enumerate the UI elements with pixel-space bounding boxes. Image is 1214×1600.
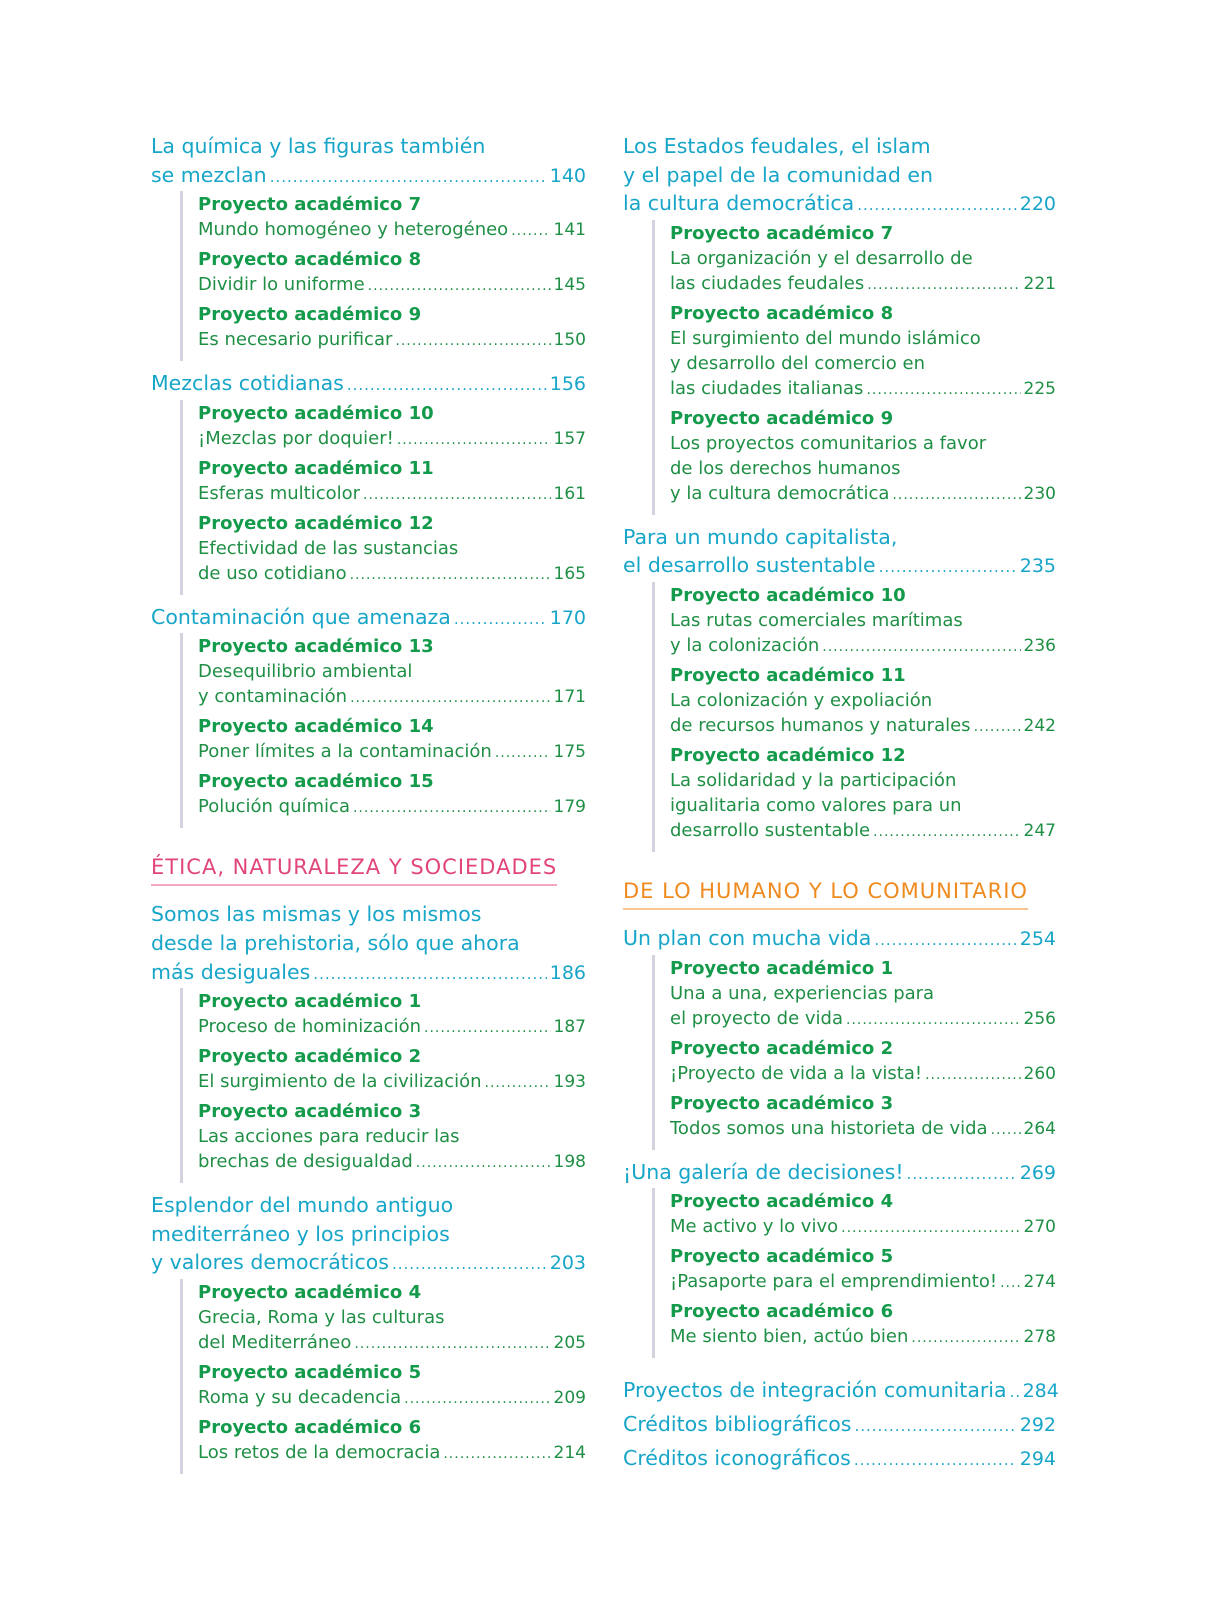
project-title: de los derechos humanos (670, 457, 901, 479)
project-label: Proyecto académico 9 (670, 407, 894, 429)
chapter-title: más desiguales (151, 959, 311, 984)
chapter-entry (151, 132, 586, 361)
project-title: Me activo y lo vivo (670, 1216, 839, 1238)
chapter-title: Esplendor del mundo antiguo (151, 1193, 454, 1218)
extra-page-number: 284 (1022, 1380, 1059, 1403)
project-title: de uso cotidiano (198, 562, 347, 584)
project-entry (670, 583, 1056, 660)
project-title: igualitaria como valores para un (670, 794, 962, 816)
project-entry (670, 221, 1056, 298)
chapter-title-row (623, 551, 1056, 582)
project-title-row (670, 633, 1056, 660)
project-entry (670, 663, 1056, 740)
project-title: las ciudades feudales (670, 272, 865, 294)
project-list (180, 1279, 586, 1474)
chapter-title: se mezclan (151, 162, 267, 187)
project-page-number: 256 (1023, 1008, 1056, 1029)
dot-leader (907, 1160, 1017, 1189)
dot-leader (991, 1118, 1021, 1143)
dot-leader (1000, 1271, 1020, 1296)
project-label: Proyecto académico 11 (670, 664, 906, 686)
dot-leader (841, 1216, 1020, 1241)
dot-leader (347, 371, 547, 400)
project-page-number: 179 (553, 797, 586, 818)
project-title: Me siento bien, actúo bien (670, 1326, 909, 1348)
project-title-row (670, 1006, 1056, 1033)
project-label: Proyecto académico 5 (198, 1361, 422, 1383)
project-entry (670, 743, 1056, 845)
project-label: Proyecto académico 4 (670, 1191, 894, 1213)
toc-left-column (151, 132, 586, 1482)
project-page-number: 198 (553, 1152, 586, 1173)
chapter-page-number: 203 (549, 1252, 586, 1275)
chapter-group (151, 900, 586, 1474)
project-title: Las acciones para reducir las (198, 1126, 460, 1148)
dot-leader (443, 1442, 550, 1467)
dot-leader (892, 483, 1020, 508)
project-page-number: 175 (553, 742, 586, 763)
extra-title: Proyectos de integración comunitaria (623, 1378, 1007, 1403)
project-label: Proyecto académico 7 (198, 194, 422, 216)
project-title-row (198, 1069, 586, 1096)
project-label: Proyecto académico 14 (198, 716, 434, 738)
project-title: El surgimiento de la civilización (198, 1071, 482, 1093)
project-title: ¡Mezclas por doquier! (198, 427, 394, 449)
extra-page-number: 294 (1019, 1448, 1056, 1471)
project-label: Proyecto académico 9 (198, 304, 422, 326)
project-label: Proyecto académico 12 (670, 744, 906, 766)
chapter-page-number: 235 (1019, 555, 1056, 578)
project-entry (670, 1091, 1056, 1143)
dot-leader (395, 329, 550, 354)
project-title: Mundo homogéneo y heterogéneo (198, 219, 509, 241)
project-page-number: 225 (1023, 378, 1056, 399)
dot-leader (416, 1151, 551, 1176)
extras-list (623, 1374, 1059, 1476)
project-page-number: 209 (553, 1387, 586, 1408)
project-title-row (670, 713, 1056, 740)
dot-leader (867, 273, 1020, 298)
dot-leader (511, 219, 550, 244)
project-label: Proyecto académico 3 (198, 1101, 422, 1123)
project-title-row (670, 818, 1056, 845)
dot-leader (313, 960, 546, 989)
project-label: Proyecto académico 11 (198, 457, 434, 479)
dot-leader (392, 1250, 547, 1279)
project-entry (198, 1099, 586, 1176)
extra-title: Créditos bibliográficos (623, 1412, 852, 1437)
project-page-number: 236 (1023, 635, 1056, 656)
chapter-title: Contaminación que amenaza (151, 604, 451, 629)
project-title-row (198, 561, 586, 588)
project-title-row (670, 1116, 1056, 1143)
chapter-title: y el papel de la comunidad en (623, 162, 933, 187)
project-page-number: 260 (1023, 1063, 1056, 1084)
dot-leader (485, 1071, 551, 1096)
project-title: Polución química (198, 796, 350, 818)
project-entry (198, 247, 586, 299)
chapter-entry (151, 900, 586, 1183)
dot-leader (873, 820, 1021, 845)
project-page-number: 165 (553, 563, 586, 584)
project-label: Proyecto académico 12 (198, 512, 434, 534)
dot-leader (854, 1444, 1017, 1476)
project-list (180, 400, 586, 595)
extra-entry (623, 1374, 1059, 1408)
extra-entry (623, 1408, 1056, 1442)
project-entry (670, 1299, 1056, 1351)
extra-title: Créditos iconográficos (623, 1446, 851, 1471)
chapter-title: ¡Una galería de decisiones! (623, 1159, 904, 1184)
dot-leader (363, 483, 551, 508)
project-entry (198, 1044, 586, 1096)
project-page-number: 193 (553, 1072, 586, 1093)
project-title: Poner límites a la contaminación (198, 741, 492, 763)
project-title: el proyecto de vida (670, 1007, 843, 1029)
chapter-title-row (623, 189, 1056, 220)
chapter-title: Para un mundo capitalista, (623, 524, 898, 549)
chapter-title: la cultura democrática (623, 191, 855, 216)
project-page-number: 278 (1023, 1327, 1056, 1348)
project-label: Proyecto académico 4 (198, 1281, 422, 1303)
project-title-row (198, 1149, 586, 1176)
dot-leader (404, 1387, 550, 1412)
project-entry (670, 1036, 1056, 1088)
project-title-row (670, 1269, 1056, 1296)
project-title: desarrollo sustentable (670, 819, 871, 841)
project-label: Proyecto académico 5 (670, 1246, 894, 1268)
chapter-entry (151, 1191, 586, 1474)
chapter-page-number: 254 (1019, 927, 1056, 950)
chapter-entry (623, 523, 1056, 852)
project-label: Proyecto académico 1 (198, 991, 422, 1013)
project-label: Proyecto académico 6 (670, 1301, 894, 1323)
dot-leader (854, 1410, 1016, 1442)
project-title-row (670, 376, 1056, 403)
project-title: Una a una, experiencias para (670, 982, 935, 1004)
project-label: Proyecto académico 10 (670, 584, 906, 606)
dot-leader (925, 1063, 1020, 1088)
chapter-title: Un plan con mucha vida (623, 925, 872, 950)
project-label: Proyecto académico 13 (198, 636, 434, 658)
chapter-group (151, 132, 586, 828)
project-page-number: 205 (553, 1332, 586, 1353)
project-title: Esferas multicolor (198, 482, 361, 504)
project-entry (670, 1244, 1056, 1296)
project-title-row (670, 481, 1056, 508)
project-title: y contaminación (198, 686, 348, 708)
project-title-row (670, 271, 1056, 298)
project-title: El surgimiento del mundo islámico (670, 327, 981, 349)
project-title-row (670, 1214, 1056, 1241)
chapter-title: La química y las figuras también (151, 134, 486, 158)
project-title: de recursos humanos y naturales (670, 714, 971, 736)
chapter-page-number: 220 (1019, 193, 1056, 216)
project-entry (198, 769, 586, 821)
project-title-row (198, 739, 586, 766)
project-title-row (198, 481, 586, 508)
dot-leader (866, 378, 1020, 403)
project-title-row (198, 1330, 586, 1357)
chapter-page-number: 140 (549, 164, 586, 187)
dot-leader (270, 163, 547, 192)
project-list (652, 1188, 1056, 1358)
dot-leader (368, 274, 551, 299)
chapter-page-number: 156 (549, 373, 586, 396)
project-page-number: 242 (1023, 715, 1056, 736)
chapter-title-row (151, 603, 586, 634)
section-heading-humano: DE LO HUMANO Y LO COMUNITARIO (623, 878, 1028, 910)
project-entry (198, 302, 586, 354)
chapter-entry (623, 1158, 1056, 1359)
dot-leader (350, 686, 550, 711)
project-title: las ciudades italianas (670, 377, 864, 399)
project-title: Grecia, Roma y las culturas (198, 1306, 445, 1328)
project-entry (198, 456, 586, 508)
project-list (180, 191, 586, 361)
dot-leader (874, 926, 1016, 955)
project-title-row (198, 1440, 586, 1467)
chapter-entry (151, 603, 586, 829)
project-title-row (198, 794, 586, 821)
project-title-row (670, 1061, 1056, 1088)
project-label: Proyecto académico 7 (670, 222, 894, 244)
project-title: Proceso de hominización (198, 1016, 422, 1038)
project-title: y la colonización (670, 634, 820, 656)
project-title: Los retos de la democracia (198, 1441, 441, 1463)
project-entry (198, 634, 586, 711)
project-entry (198, 192, 586, 244)
chapter-title-row (151, 1248, 586, 1279)
project-label: Proyecto académico 8 (198, 249, 422, 271)
project-title: del Mediterráneo (198, 1331, 352, 1353)
chapter-entry (623, 132, 1056, 515)
project-title: Las rutas comerciales marítimas (670, 609, 963, 631)
project-label: Proyecto académico 2 (670, 1037, 894, 1059)
project-entry (670, 956, 1056, 1033)
dot-leader (424, 1016, 551, 1041)
chapter-group (623, 924, 1056, 1358)
section-heading-etica: ÉTICA, NATURALEZA Y SOCIEDADES (151, 854, 557, 886)
project-title: brechas de desigualdad (198, 1151, 413, 1173)
project-title: Es necesario purificar (198, 329, 393, 351)
extra-entry (623, 1442, 1056, 1476)
project-page-number: 171 (553, 687, 586, 708)
project-title-row (198, 684, 586, 711)
dot-leader (879, 553, 1017, 582)
chapter-title-row (151, 958, 586, 989)
project-label: Proyecto académico 3 (670, 1092, 894, 1114)
project-label: Proyecto académico 6 (198, 1416, 422, 1438)
project-label: Proyecto académico 1 (670, 957, 894, 979)
project-title: La colonización y expoliación (670, 689, 933, 711)
project-page-number: 150 (553, 330, 586, 351)
project-entry (670, 1189, 1056, 1241)
project-page-number: 214 (553, 1442, 586, 1463)
chapter-title: Mezclas cotidianas (151, 371, 344, 396)
chapter-title: y valores democráticos (151, 1250, 389, 1275)
project-list (652, 955, 1056, 1150)
dot-leader (350, 563, 551, 588)
dot-leader (1010, 1376, 1020, 1408)
project-title: Desequilibrio ambiental (198, 661, 413, 683)
project-title-row (670, 1324, 1056, 1351)
project-label: Proyecto académico 2 (198, 1046, 422, 1068)
project-page-number: 247 (1023, 820, 1056, 841)
chapter-page-number: 269 (1019, 1161, 1056, 1184)
chapter-group (623, 132, 1056, 852)
project-title-row (198, 1014, 586, 1041)
project-title: Dividir lo uniforme (198, 274, 365, 296)
chapter-title: el desarrollo sustentable (623, 553, 876, 578)
project-label: Proyecto académico 15 (198, 771, 434, 793)
project-entry (198, 1280, 586, 1357)
project-entry (198, 1360, 586, 1412)
project-entry (670, 301, 1056, 403)
project-title: ¡Pasaporte para el emprendimiento! (670, 1271, 998, 1293)
project-page-number: 221 (1023, 273, 1056, 294)
project-title-row (198, 272, 586, 299)
dot-leader (911, 1326, 1020, 1351)
project-title-row (198, 1385, 586, 1412)
project-entry (198, 714, 586, 766)
project-page-number: 161 (553, 483, 586, 504)
project-page-number: 141 (553, 220, 586, 241)
project-label: Proyecto académico 10 (198, 402, 434, 424)
project-label: Proyecto académico 8 (670, 302, 894, 324)
project-title: Todos somos una historieta de vida (670, 1117, 988, 1139)
chapter-entry (151, 369, 586, 595)
project-entry (670, 406, 1056, 508)
project-title: La solidaridad y la participación (670, 769, 957, 791)
project-list (652, 582, 1056, 852)
chapter-title: Los Estados feudales, el islam (623, 134, 931, 158)
chapter-title-row (623, 1158, 1056, 1189)
project-title: Efectividad de las sustancias (198, 537, 459, 559)
project-title: La organización y el desarrollo de (670, 247, 973, 269)
project-list (180, 633, 586, 828)
project-entry (198, 401, 586, 453)
dot-leader (353, 796, 551, 821)
chapter-title: desde la prehistoria, sólo que ahora (151, 930, 520, 955)
chapter-title: mediterráneo y los principios (151, 1221, 450, 1246)
project-list (180, 988, 586, 1183)
chapter-entry (623, 924, 1056, 1150)
project-list (652, 220, 1056, 515)
project-title: y la cultura democrática (670, 482, 890, 504)
project-entry (198, 511, 586, 588)
project-page-number: 274 (1023, 1272, 1056, 1293)
toc-right-column (623, 132, 1059, 1476)
dot-leader (495, 741, 551, 766)
chapter-title-row (623, 924, 1056, 955)
dot-leader (354, 1332, 550, 1357)
project-page-number: 157 (553, 428, 586, 449)
dot-leader (857, 191, 1016, 220)
project-title: Roma y su decadencia (198, 1386, 402, 1408)
dot-leader (397, 428, 551, 453)
chapter-title: Somos las mismas y los mismos (151, 902, 482, 927)
chapter-title-row (151, 369, 586, 400)
project-page-number: 270 (1023, 1217, 1056, 1238)
dot-leader (846, 1008, 1021, 1033)
project-title: ¡Proyecto de vida a la vista! (670, 1062, 923, 1084)
chapter-title-row (151, 161, 586, 192)
project-title: y desarrollo del comercio en (670, 352, 925, 374)
dot-leader (822, 635, 1020, 660)
project-title-row (198, 217, 586, 244)
chapter-page-number: 186 (549, 961, 586, 984)
project-title-row (198, 426, 586, 453)
project-title-row (198, 327, 586, 354)
extra-page-number: 292 (1019, 1414, 1056, 1437)
project-page-number: 264 (1023, 1118, 1056, 1139)
project-entry (198, 989, 586, 1041)
project-entry (198, 1415, 586, 1467)
dot-leader (974, 715, 1021, 740)
chapter-page-number: 170 (549, 606, 586, 629)
project-page-number: 230 (1023, 483, 1056, 504)
dot-leader (454, 605, 547, 634)
project-page-number: 187 (553, 1017, 586, 1038)
project-page-number: 145 (553, 275, 586, 296)
project-title: Los proyectos comunitarios a favor (670, 432, 987, 454)
